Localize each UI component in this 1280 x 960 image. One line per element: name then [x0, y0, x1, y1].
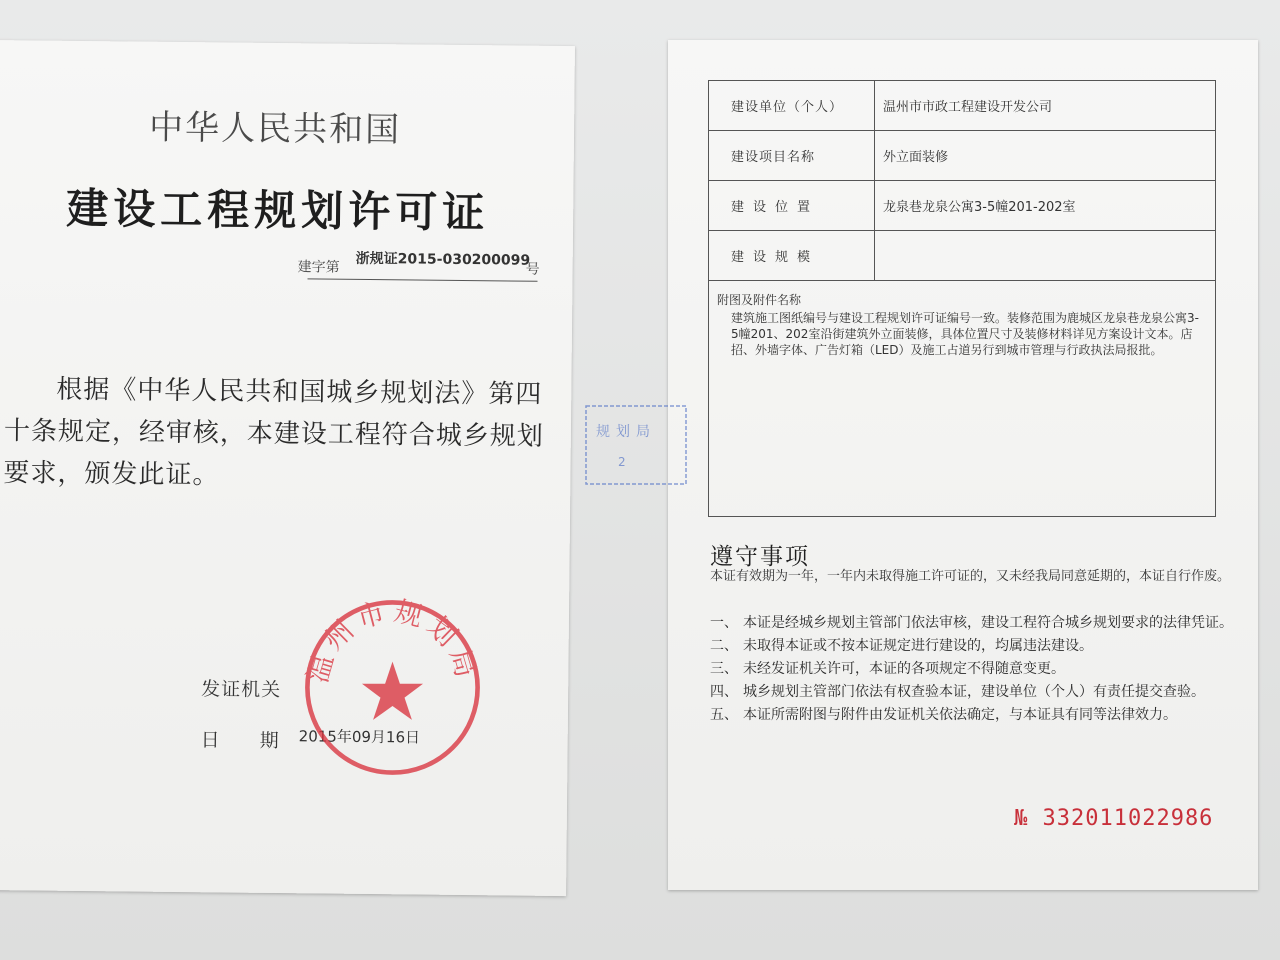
- attachments-row: [709, 281, 1216, 517]
- seal-text: 温州市规划局: [300, 595, 485, 687]
- rule-number: 三、: [710, 661, 738, 677]
- document-title: 建设工程规划许可证: [65, 183, 490, 238]
- notice-title: 遵守事项: [710, 544, 810, 570]
- row-label: 建设位置: [709, 181, 875, 231]
- attachments-cell: [709, 281, 1216, 517]
- row-value: [875, 231, 1216, 281]
- official-seal-icon: [300, 595, 485, 780]
- table-row: [709, 81, 1216, 131]
- cert-prefix: 建字第: [297, 259, 340, 276]
- list-item: [710, 635, 1240, 657]
- list-item: [710, 704, 1240, 726]
- certificate-cover-page: [0, 40, 575, 896]
- row-value: 外立面装修: [875, 131, 1216, 181]
- certificate-number: [297, 250, 540, 281]
- row-value: 温州市市政工程建设开发公司: [875, 81, 1216, 131]
- cert-number-value: 浙规证2015-030200099: [355, 250, 531, 269]
- rule-number: 一、: [710, 615, 738, 631]
- issue-date: 2015年09月16日: [298, 727, 421, 747]
- list-item: [710, 658, 1240, 680]
- rule-text: 未经发证机关许可，本证的各项规定不得随意变更。: [743, 661, 1065, 677]
- permit-info-table: [708, 80, 1216, 517]
- seal-star-icon: [362, 662, 423, 720]
- row-value: 龙泉巷龙泉公寓3-5幢201-202室: [875, 181, 1216, 231]
- country-name: 中华人民共和国: [148, 107, 402, 151]
- rule-text: 本证所需附图与附件由发证机关依法确定，与本证具有同等法律效力。: [743, 707, 1177, 723]
- blue-stamp-text: 规划局: [596, 424, 656, 440]
- blue-stamp-subtext: 2: [618, 455, 626, 469]
- rule-number: 二、: [710, 638, 738, 654]
- rule-number: 四、: [710, 684, 738, 700]
- rule-number: 五、: [710, 707, 738, 723]
- blue-stamp-icon: [566, 404, 691, 489]
- row-label: 建设规模: [709, 231, 875, 281]
- attachments-label: 附图及附件名称: [717, 293, 802, 307]
- row-label: 建设项目名称: [709, 131, 875, 181]
- cert-suffix: 号: [525, 261, 540, 278]
- rule-text: 城乡规划主管部门依法有权查验本证，建设单位（个人）有责任提交查验。: [743, 684, 1205, 700]
- serial-number: № 332011022986: [1014, 806, 1214, 831]
- attachments-text: 建筑施工图纸编号与建设工程规划许可证编号一致。装修范围为鹿城区龙泉巷龙泉公寓3-5幢201、202室沿街建筑外立面装修，具体位置尺寸及装修材料详见方案设计文本。店招、外墙字体、广告灯箱（LED）及施工占道另行到城市管理与行政执法局报批。: [731, 311, 1199, 357]
- rules-list: [710, 612, 1240, 727]
- list-item: [710, 612, 1240, 634]
- notice-intro: 本证有效期为一年，一年内未取得施工许可证的，又未经我局同意延期的，本证自行作废。: [710, 569, 1231, 584]
- date-label: 日期: [200, 729, 319, 753]
- legal-basis-text: 根据《中华人民共和国城乡规划法》第四十条规定，经审核，本建设工程符合城乡规划要求，颁发此证。: [3, 374, 545, 491]
- table-row: [709, 131, 1216, 181]
- list-item: [710, 681, 1240, 703]
- rule-text: 未取得本证或不按本证规定进行建设的，均属违法建设。: [743, 638, 1093, 654]
- rule-text: 本证是经城乡规划主管部门依法审核，建设工程符合城乡规划要求的法律凭证。: [743, 615, 1233, 631]
- table-row: [709, 181, 1216, 231]
- issuer-label: 发证机关: [201, 678, 282, 702]
- row-label: 建设单位（个人）: [709, 81, 875, 131]
- certificate-detail-page: [668, 40, 1258, 890]
- table-row: [709, 231, 1216, 281]
